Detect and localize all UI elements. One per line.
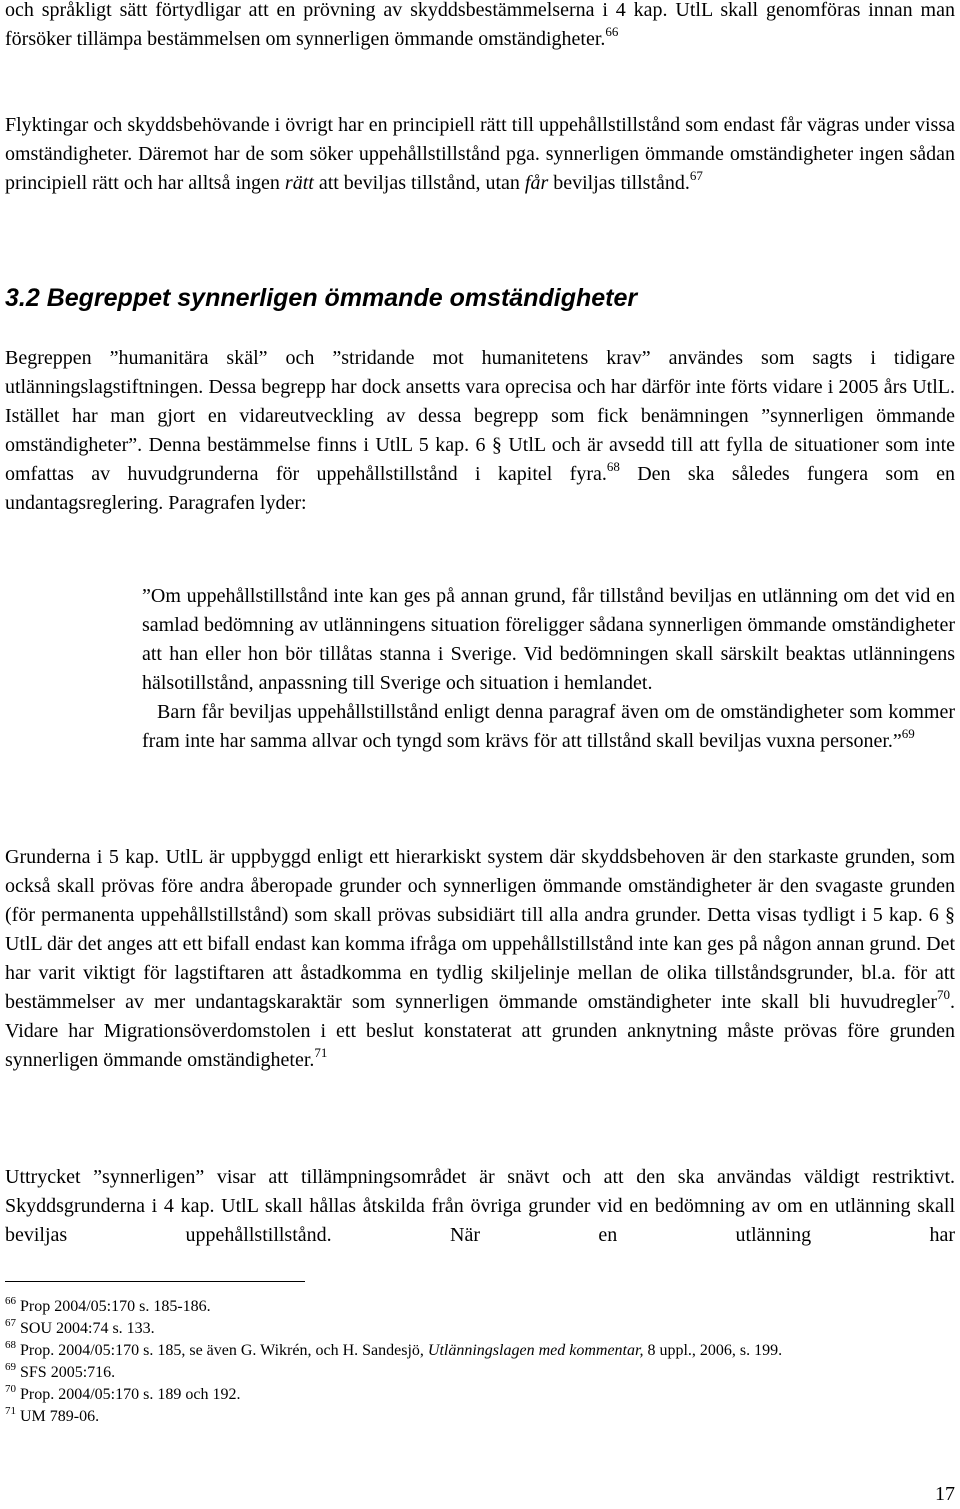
footnote-separator: [5, 1281, 305, 1282]
block-quote: [142, 582, 955, 756]
paragraph-text: och språkligt sätt förtydligar att en prövning av skyddsbestämmelserna i 4 kap. UtlL skall genomföras innan man försöker tillämpa bestämmelsen om synnerligen ömmande omständigheter.: [5, 0, 955, 50]
footnote-ref[interactable]: 67: [689, 168, 703, 184]
footnote-text: Prop. 2004/05:170 s. 189 och 192.: [20, 1386, 241, 1403]
footnote-text: Prop 2004/05:170 s. 185-186.: [20, 1298, 211, 1315]
section-heading: 3.2 Begreppet synnerligen ömmande omständigheter: [5, 284, 638, 312]
emphasis: rätt: [284, 172, 314, 194]
paragraph-text: Grunderna i 5 kap. UtlL är uppbyggd enligt ett hierarkiskt system där skyddsbehoven är den starkaste grunden, som också skall prövas före andra åberopade grunder och synnerligen ömmande omständigheter är den svagaste grunden (för permanenta uppehållstillstånd) som skall prövas subsidiärt till alla andra grunder. Detta visas tydligt i 5 kap. 6 § UtlL där det anges att ett bifall endast kan komma ifråga om uppehållstillstånd inte kan ges på någon annan grund. Det har varit viktigt för lagstiftaren att åstadkomma en tydlig skiljelinje mellan de olika tillståndsgrunder, bl.a. för att bestämmelser av mer undantagskaraktär som synnerligen ömmande omständigheter inte skall bli huvudregler: [5, 846, 955, 1013]
paragraph-text: Flyktingar och skyddsbehövande i övrigt har en principiell rätt till uppehållstillstånd som endast får vägras under vissa omständigheter. Däremot har de som söker uppehållstillstånd pga. synnerligen ömmande omständigheter ingen sådan principiell rätt och har alltså ingen: [5, 114, 955, 194]
footnote: [5, 1340, 955, 1362]
emphasis: får: [524, 172, 549, 194]
footnote-ref[interactable]: 66: [605, 24, 619, 40]
footnote-number: 69: [5, 1360, 16, 1373]
paragraph-text: att beviljas tillstånd, utan: [313, 172, 525, 194]
paragraph-intro: [5, 0, 955, 54]
paragraph-text: . Vidare har Migrationsöverdomstolen i ett beslut konstaterat att grunden anknytning måste prövas före grunden synnerligen ömmande omständigheter.: [5, 991, 955, 1071]
paragraph-text: Barn får beviljas uppehållstillstånd enligt denna paragraf även om de omständigheter som kommer fram inte har samma allvar och tyngd som krävs för att tillstånd skall beviljas vuxna personer.”: [142, 701, 955, 752]
page-number: 17: [935, 1483, 955, 1505]
footnote-text: SFS 2005:716.: [20, 1364, 116, 1381]
paragraph-refugees: [5, 111, 955, 198]
footnotes: [5, 1296, 955, 1428]
footnote-text: UM 789-06.: [20, 1408, 100, 1425]
footnote-number: 68: [5, 1338, 16, 1351]
footnote-ref[interactable]: 69: [901, 726, 915, 742]
footnote-number: 67: [5, 1316, 16, 1329]
paragraph-text: Den ska således fungera som en undantagsreglering. Paragrafen lyder:: [5, 463, 955, 514]
footnote-ref[interactable]: 68: [606, 459, 620, 475]
footnote-number: 66: [5, 1294, 16, 1307]
footnote: [5, 1362, 955, 1384]
footnote: [5, 1384, 955, 1406]
footnote-number: 71: [5, 1404, 16, 1417]
footnote: [5, 1318, 955, 1340]
footnote-number: 70: [5, 1382, 16, 1395]
paragraph-grounds: [5, 843, 955, 1075]
quote-paragraph-2: [142, 698, 955, 756]
footnote-ref[interactable]: 71: [314, 1045, 328, 1061]
quote-paragraph-1: ”Om uppehållstillstånd inte kan ges på annan grund, får tillstånd beviljas en utlänning om det vid en samlad bedömning av utlänningens situation föreligger sådana synnerligen ömmande omständigheter att han eller hon bör tillåtas stanna i Sverige. Vid bedömningen skall särskilt beaktas utlänningens hälsotillstånd, anpassning till Sverige och situation i hemlandet.: [142, 585, 955, 694]
paragraph-expression: Uttrycket ”synnerligen” visar att tillämpningsområdet är snävt och att den ska användas väldigt restriktivt. Skyddsgrunderna i 4 kap. UtlL skall hållas åtskilda från övriga grunder vid en bedömning av om en utlänning skall beviljas uppehållstillstånd. När en utlänning har: [5, 1166, 955, 1246]
paragraph-concept: [5, 344, 955, 518]
footnote-text: SOU 2004:74 s. 133.: [20, 1320, 155, 1337]
footnote-text: Prop. 2004/05:170 s. 185, se även G. Wikrén, och H. Sandesjö,: [20, 1342, 428, 1359]
footnote-text: 8 uppl., 2006, s. 199.: [643, 1342, 783, 1359]
paragraph-text: beviljas tillstånd.: [548, 172, 690, 194]
footnote: [5, 1296, 955, 1318]
footnote-ref[interactable]: 70: [937, 987, 950, 1003]
footnote-book-title: Utlänningslagen med kommentar,: [427, 1342, 644, 1359]
footnote: [5, 1406, 955, 1428]
paragraph-text: Begreppen ”humanitära skäl” och ”stridande mot humanitetens krav” användes som sagts i tidigare utlänningslagstiftningen. Dessa begrepp har dock ansetts vara oprecisa och har därför inte förts vidare i 2005 års UtlL. Istället har man gjort en vidareutveckling av dessa begrepp som fick benämningen ”synnerligen ömmande omständigheter”. Denna bestämmelse finns i UtlL 5 kap. 6 § UtlL och är avsedd till att fylla de situationer som inte omfattas av huvudgrunderna för uppehållstillstånd i kapitel fyra.: [5, 347, 955, 485]
